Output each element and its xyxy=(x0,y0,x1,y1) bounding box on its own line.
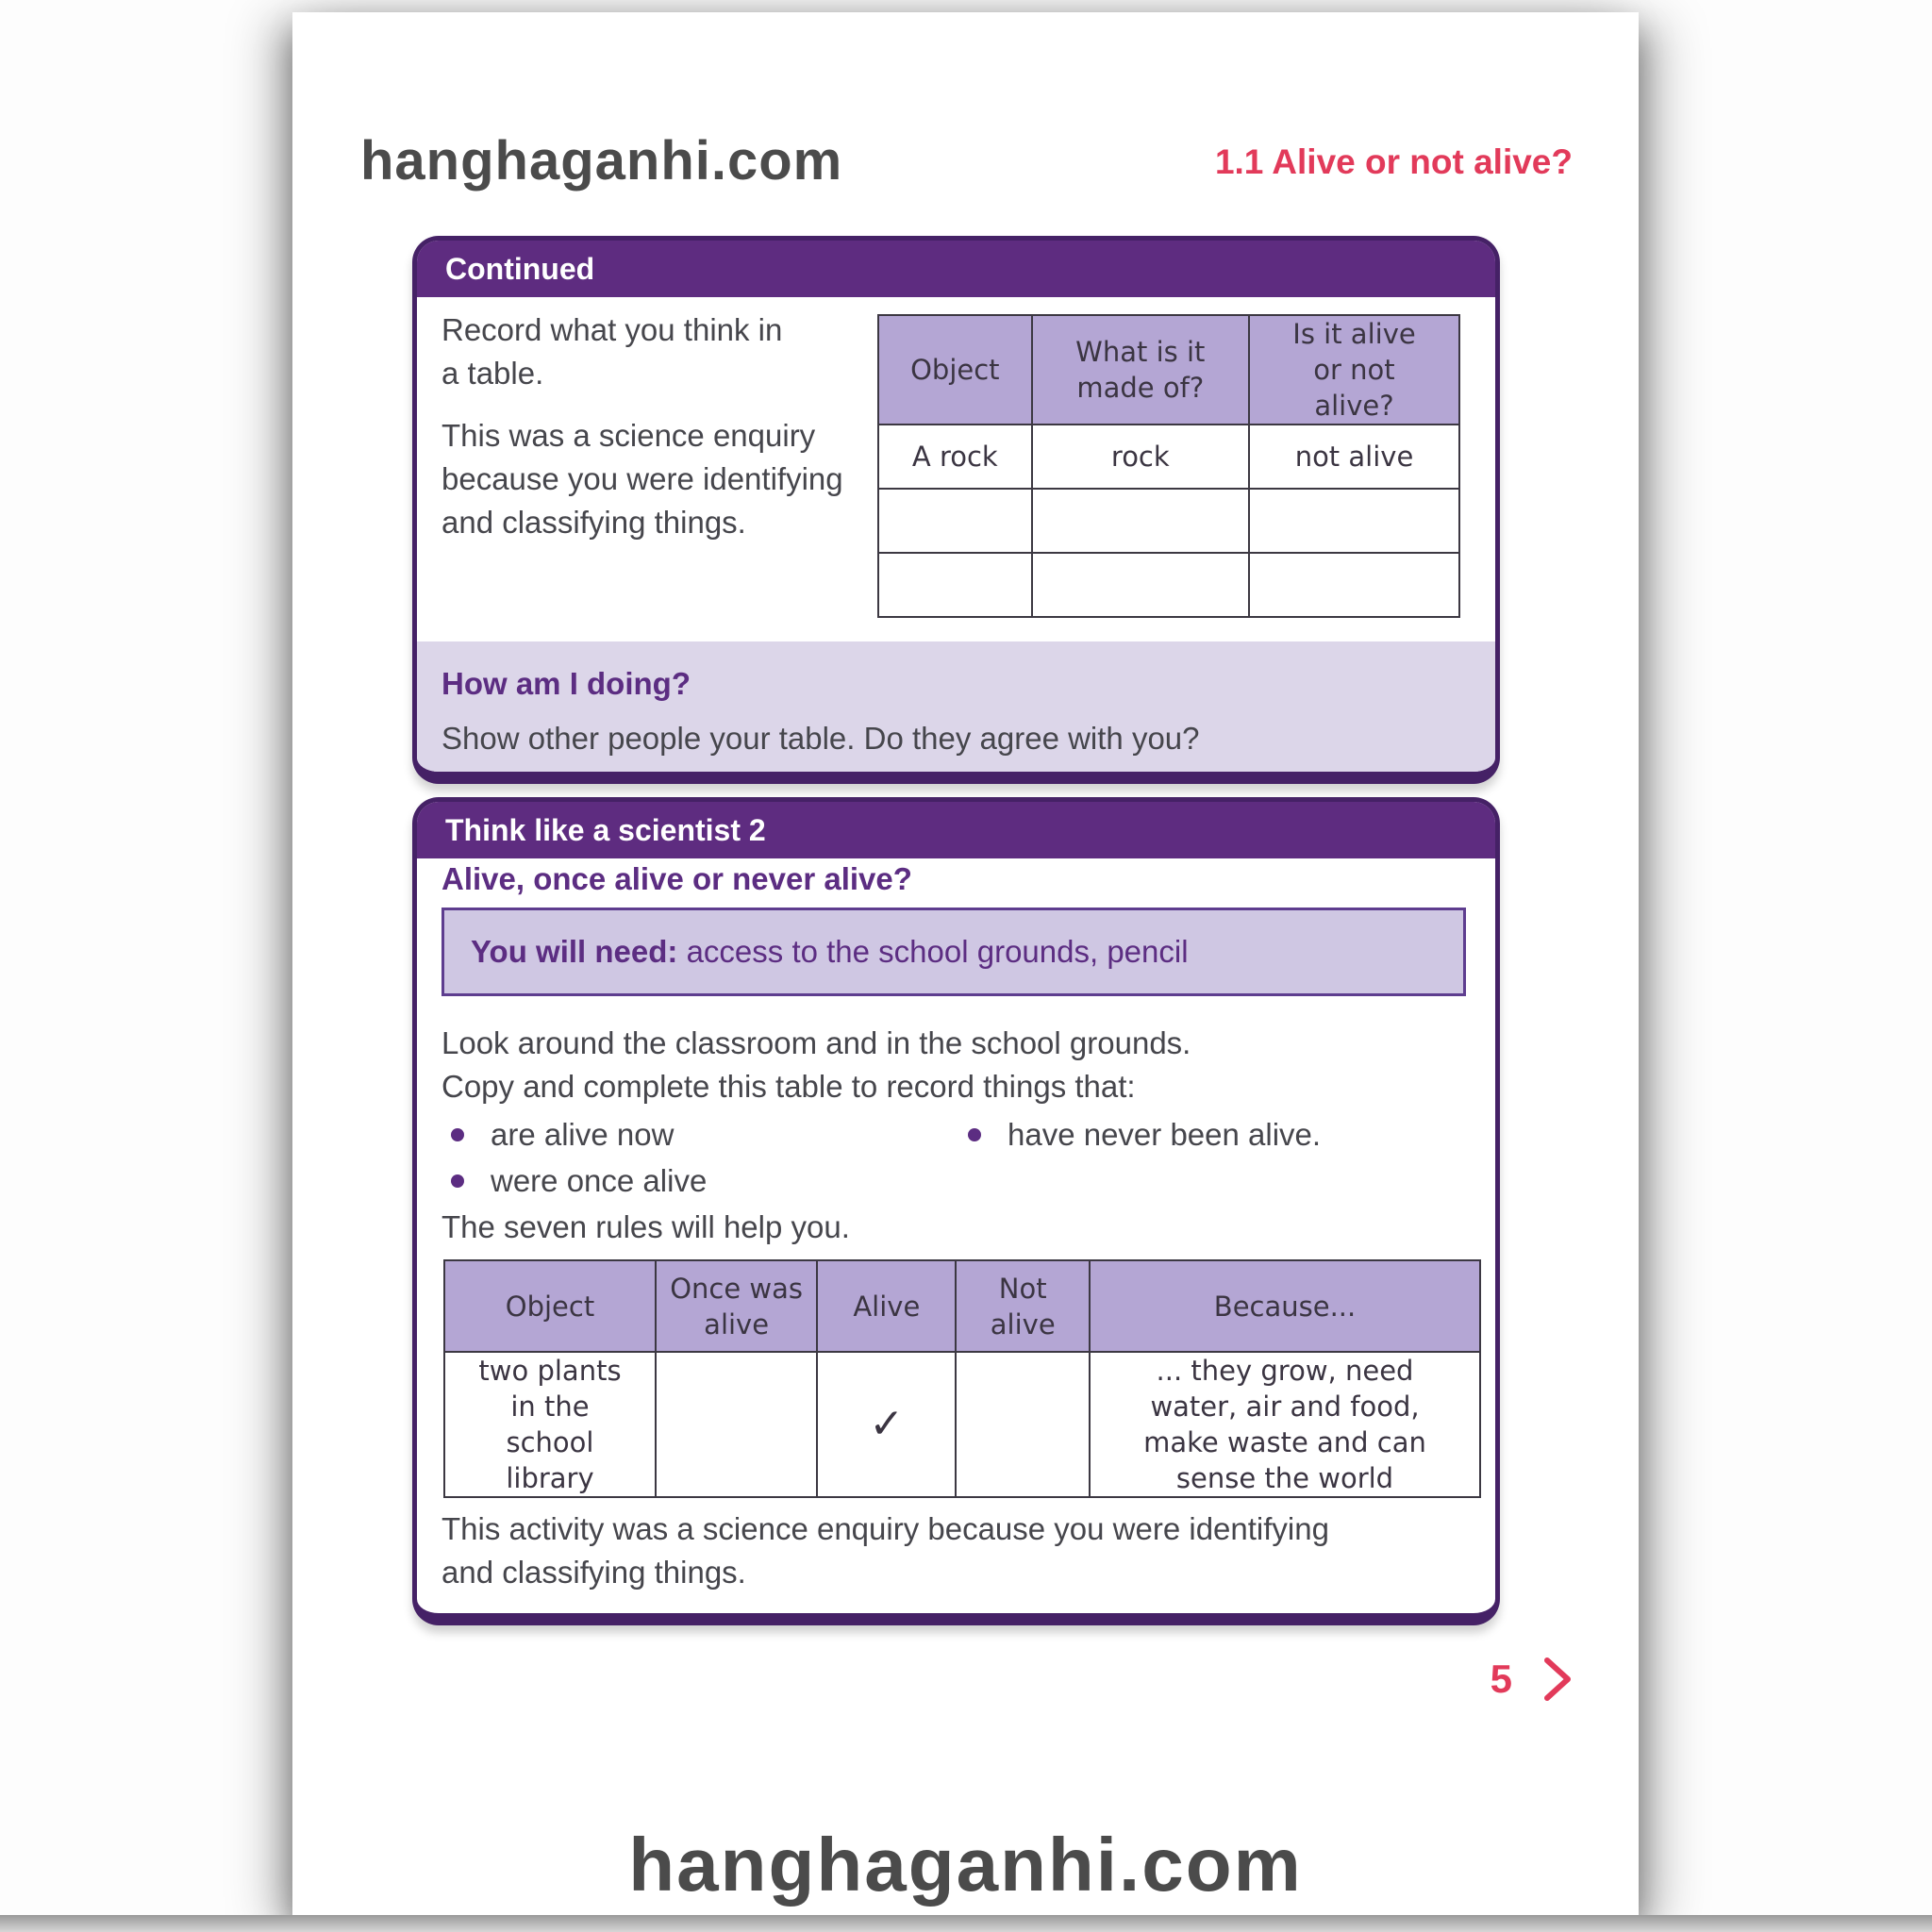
header-cell: Object xyxy=(878,315,1032,425)
table-cell xyxy=(1032,553,1249,617)
scientist-box-header xyxy=(417,802,1495,858)
you-will-need-box xyxy=(441,908,1466,996)
table-cell xyxy=(956,1352,1090,1497)
bullet-text: were once alive xyxy=(491,1163,708,1198)
continued-box xyxy=(412,236,1500,784)
alive-classification-table xyxy=(443,1259,1481,1498)
next-page-chevron[interactable] xyxy=(1542,1656,1573,1703)
table-cell xyxy=(656,1352,817,1497)
table-header-row xyxy=(878,315,1459,425)
think-like-a-scientist-box xyxy=(412,797,1500,1625)
watermark-bottom: hanghaganhi.com xyxy=(628,1823,1303,1907)
you-will-need-label: You will need: xyxy=(471,934,678,969)
book-page xyxy=(292,12,1639,1917)
record-table xyxy=(877,314,1460,618)
bullet-text: are alive now xyxy=(491,1117,675,1152)
bullet-icon xyxy=(451,1174,464,1188)
table-header-row xyxy=(444,1260,1480,1352)
table-cell xyxy=(1032,489,1249,553)
how-am-i-doing-text: Show other people your table. Do they agree with you? xyxy=(441,721,1200,756)
scan-bottom-edge xyxy=(0,1915,1932,1932)
table-cell: rock xyxy=(1032,425,1249,489)
checkmark-cell: ✓ xyxy=(817,1352,956,1497)
bullet-list-right xyxy=(968,1113,1321,1159)
paragraph: Record what you think in a table. xyxy=(441,312,783,391)
header-cell: What is it made of? xyxy=(1032,315,1249,425)
header-cell: Once was alive xyxy=(656,1260,817,1352)
continued-paragraphs xyxy=(441,308,866,544)
watermark-top: hanghaganhi.com xyxy=(360,130,843,192)
paragraph: This was a science enquiry because you were identifying and classifying things. xyxy=(441,418,843,540)
chevron-right-icon xyxy=(1542,1656,1573,1703)
list-item xyxy=(451,1159,707,1203)
table-row xyxy=(878,553,1459,617)
list-item xyxy=(451,1113,707,1157)
how-am-i-doing-section xyxy=(417,641,1495,772)
activity-subtitle: Alive, once alive or never alive? xyxy=(441,861,912,896)
rules-hint: The seven rules will help you. xyxy=(441,1209,850,1244)
bullet-text: have never been alive. xyxy=(1008,1117,1322,1152)
table-cell xyxy=(878,489,1032,553)
continued-box-title: Continued xyxy=(445,251,595,286)
header-cell: Is it alive or not alive? xyxy=(1249,315,1459,425)
scientist-box-title: Think like a scientist 2 xyxy=(445,812,766,847)
table-cell: A rock xyxy=(878,425,1032,489)
table-cell: ... they grow, need water, air and food, make waste and can sense the world xyxy=(1090,1352,1480,1497)
bullet-icon xyxy=(968,1128,981,1141)
table-cell xyxy=(878,553,1032,617)
how-am-i-doing-title: How am I doing? xyxy=(441,666,691,701)
closing-paragraph: This activity was a science enquiry because you were identifying and classifying things. xyxy=(441,1511,1329,1590)
chapter-heading: 1.1 Alive or not alive? xyxy=(1214,142,1573,181)
header-cell: Object xyxy=(444,1260,656,1352)
table-row xyxy=(878,425,1459,489)
table-cell: two plants in the school library xyxy=(444,1352,656,1497)
bullet-icon xyxy=(451,1128,464,1141)
table-row xyxy=(444,1352,1480,1497)
continued-box-header xyxy=(417,241,1495,297)
header-cell: Because... xyxy=(1090,1260,1480,1352)
header-cell: Not alive xyxy=(956,1260,1090,1352)
activity-intro xyxy=(441,1022,1191,1108)
table-cell xyxy=(1249,489,1459,553)
intro-line: Copy and complete this table to record things that: xyxy=(441,1069,1136,1104)
bullet-list-left xyxy=(451,1113,707,1206)
you-will-need-items: access to the school grounds, pencil xyxy=(677,934,1189,969)
table-cell xyxy=(1249,553,1459,617)
list-item xyxy=(968,1113,1321,1157)
table-cell: not alive xyxy=(1249,425,1459,489)
page-number: 5 xyxy=(1490,1657,1512,1701)
header-cell: Alive xyxy=(817,1260,956,1352)
table-row xyxy=(878,489,1459,553)
intro-line: Look around the classroom and in the school grounds. xyxy=(441,1025,1191,1060)
pager xyxy=(1491,1656,1573,1703)
